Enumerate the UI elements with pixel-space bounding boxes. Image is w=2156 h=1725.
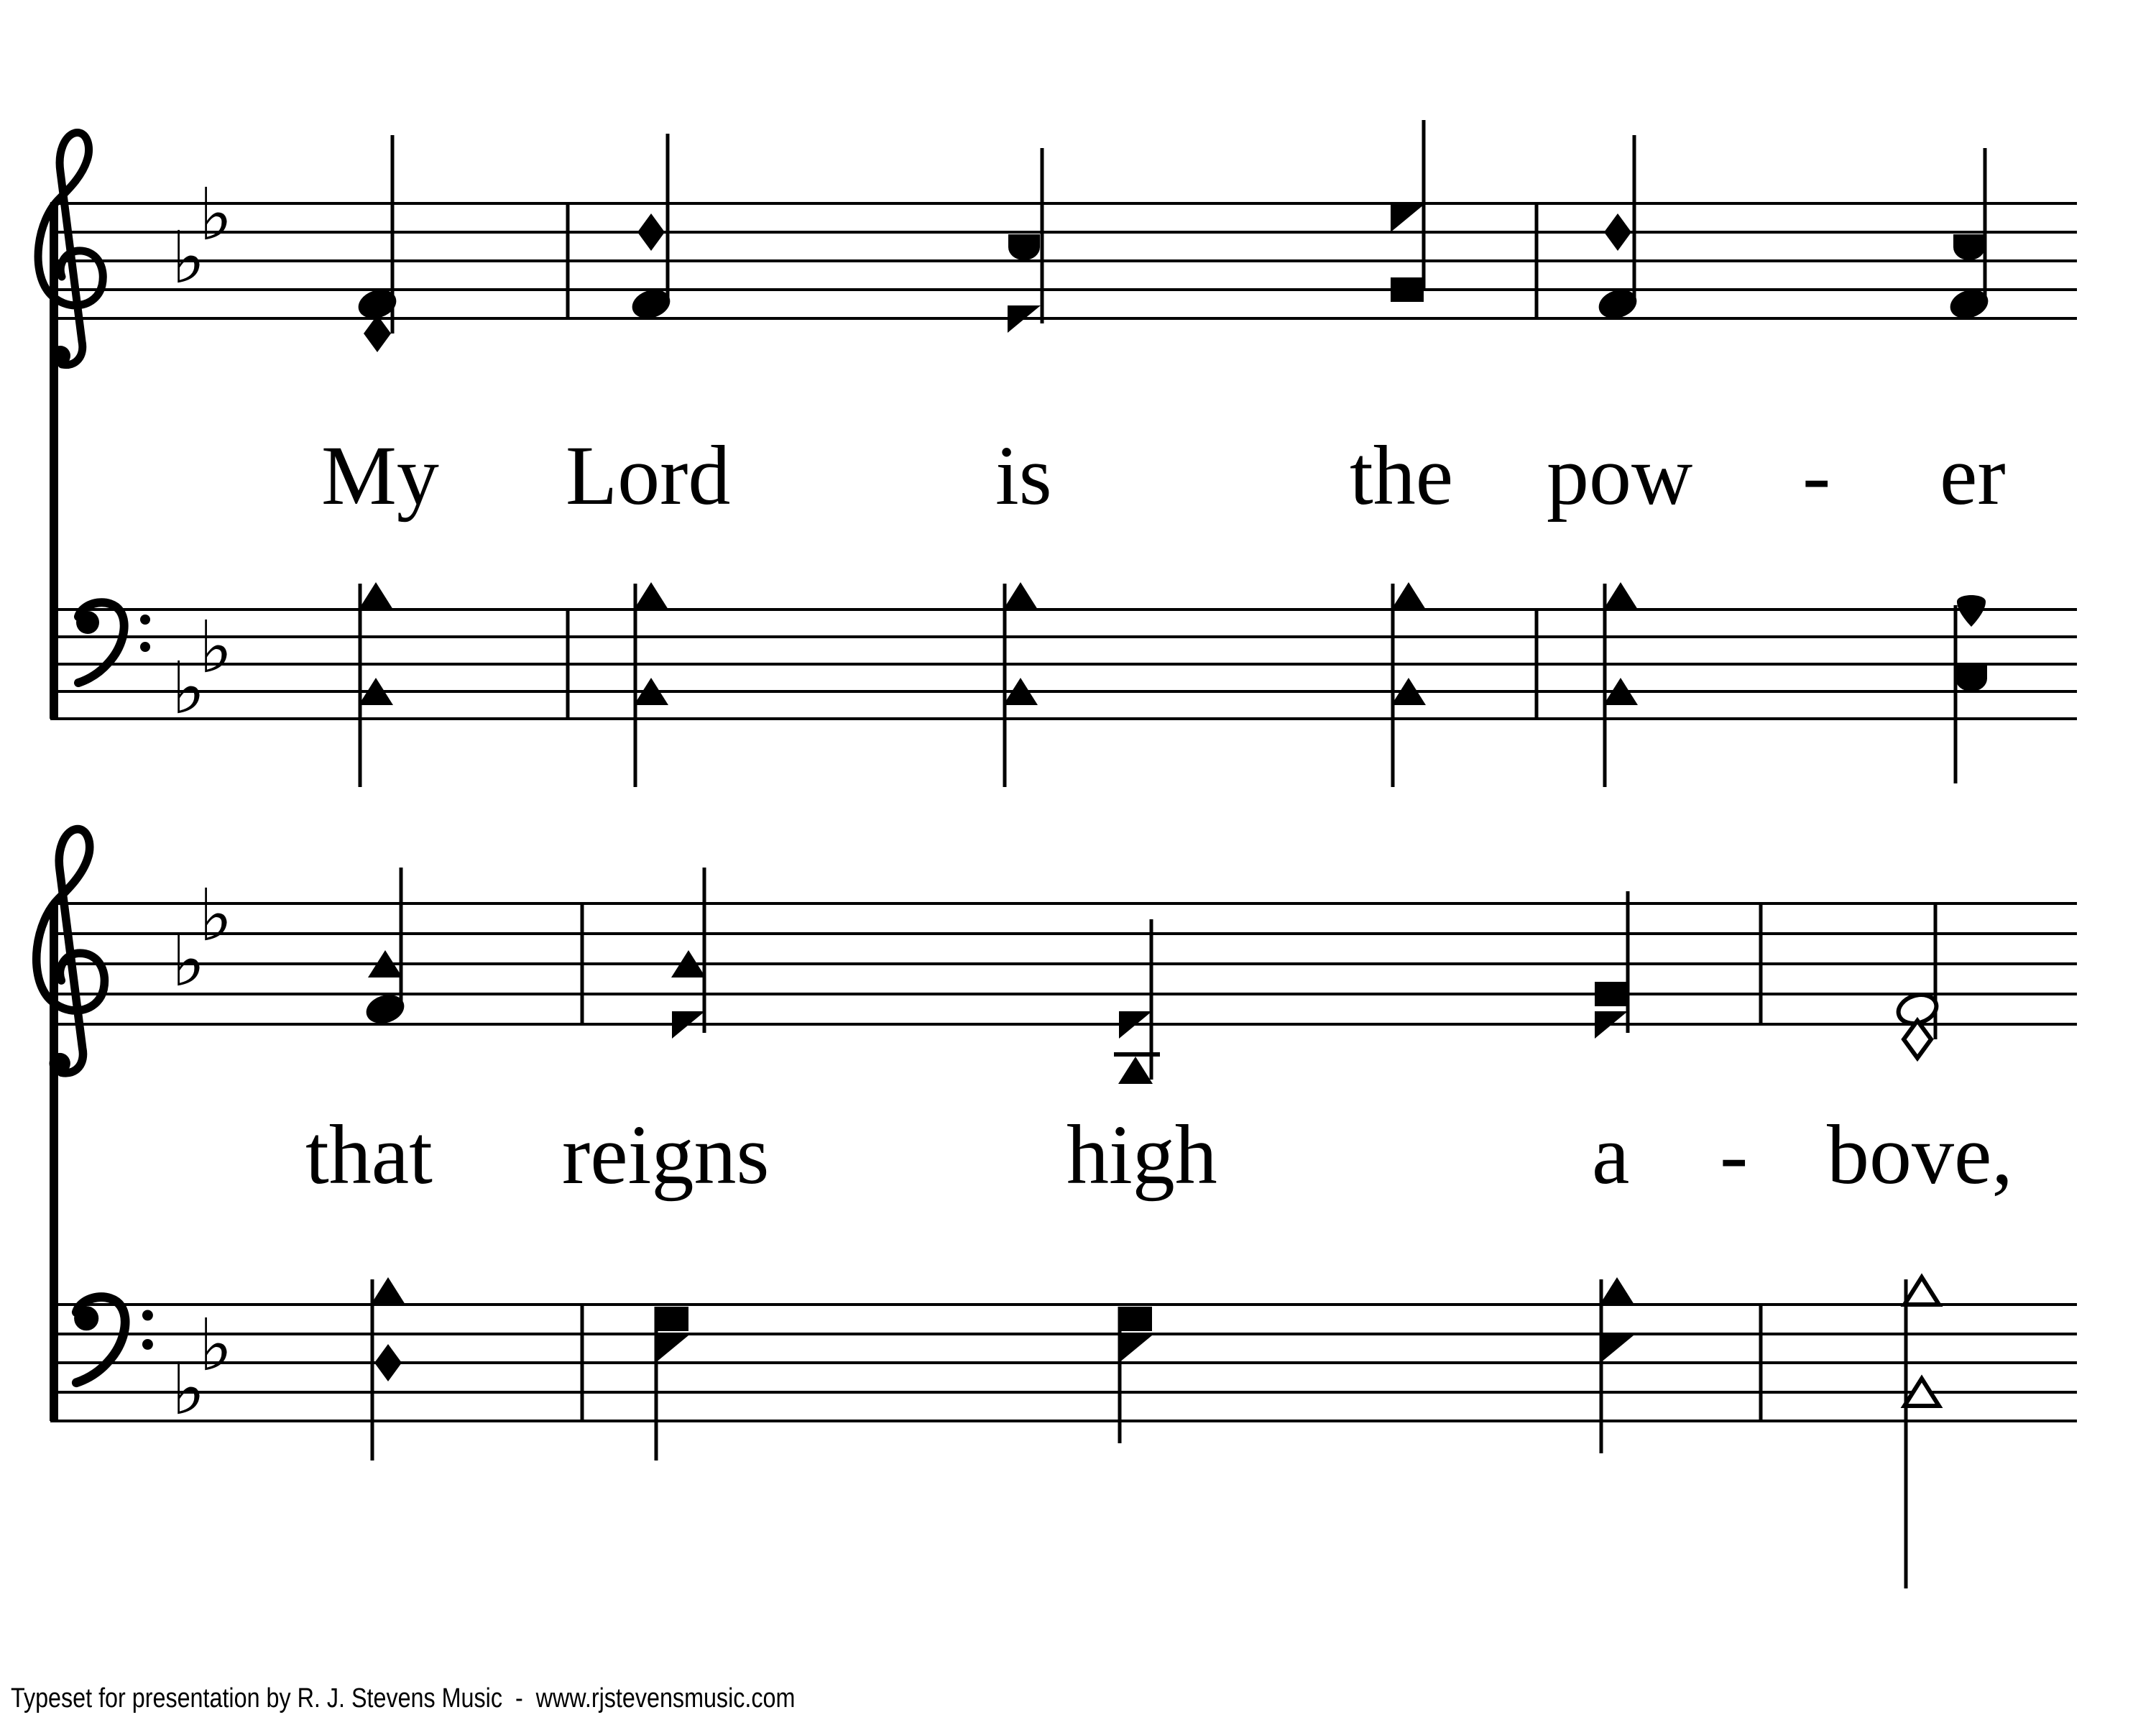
note-treble-the <box>1391 120 1424 302</box>
bass-clef <box>76 602 150 683</box>
notehead-do <box>1003 582 1038 610</box>
notehead-la <box>1391 277 1424 302</box>
notehead-do <box>634 582 668 610</box>
notehead-mi <box>1604 213 1631 251</box>
note-bass-the <box>1391 582 1426 787</box>
notehead-fa <box>1600 1335 1634 1363</box>
notehead-mi <box>637 213 665 251</box>
flat-sign: ♭ <box>171 1347 206 1431</box>
system-2-treble-staff <box>37 829 2077 1084</box>
lyric-word-line1: pow <box>1547 428 1693 523</box>
lyric-word-line1: - <box>1802 428 1831 523</box>
notehead-do <box>1904 1277 1939 1305</box>
flat-sign: ♭ <box>198 605 233 689</box>
lyric-word-line2: a <box>1592 1108 1630 1202</box>
notehead-re <box>1953 234 1985 260</box>
notehead-mi <box>1904 1021 1931 1058</box>
notehead-re <box>1008 234 1040 260</box>
note-bass-pow <box>1603 582 1638 787</box>
system-1-bass-staff <box>50 582 2077 787</box>
notehead-la <box>1119 1307 1152 1331</box>
systemic-barline <box>50 903 58 1421</box>
footer-text: Typeset for presentation by R. J. Stevens Music - www.rjstevensmusic.com <box>11 1683 796 1714</box>
lyric-word-line2: bove, <box>1827 1108 2013 1202</box>
notehead-fa <box>655 1335 688 1363</box>
treble-clef <box>38 133 103 366</box>
lyric-word-line1: Lord <box>566 428 731 523</box>
note-bass-er <box>1955 595 1987 783</box>
treble-clef <box>37 829 105 1075</box>
notehead-do <box>1118 1057 1153 1084</box>
notehead-la <box>655 1307 688 1331</box>
systemic-barline <box>50 203 58 719</box>
notehead-do <box>371 1277 405 1305</box>
notehead-mi <box>374 1344 402 1381</box>
bass-clef <box>74 1297 153 1383</box>
notehead-re <box>1955 666 1987 691</box>
note-treble-high <box>1118 919 1153 1084</box>
system-2 <box>37 829 2077 1588</box>
note-treble-bove <box>1894 903 1940 1058</box>
notehead-mi <box>364 315 391 352</box>
note-treble-that <box>362 868 407 1028</box>
flat-sign: ♭ <box>198 172 233 257</box>
notehead-do <box>359 582 393 610</box>
notehead-do <box>1603 582 1638 610</box>
footer-credit <box>11 1683 795 1714</box>
note-bass-is <box>1003 582 1038 787</box>
note-bass-Lord <box>634 582 668 787</box>
flat-sign: ♭ <box>171 216 206 300</box>
note-treble-Lord <box>628 134 673 323</box>
lyric-word-line1: er <box>1940 428 2006 523</box>
flat-sign: ♭ <box>198 873 233 957</box>
lyric-word-line1: the <box>1350 428 1454 523</box>
notehead-la <box>1595 982 1628 1006</box>
lyric-word-line2: high <box>1067 1108 1217 1202</box>
notehead-do <box>1600 1277 1634 1305</box>
flat-sign: ♭ <box>171 919 206 1003</box>
flat-sign: ♭ <box>198 1303 233 1387</box>
lyric-word-line2: that <box>305 1108 433 1202</box>
notehead-fa <box>1119 1335 1152 1363</box>
note-bass-a <box>1600 1277 1634 1453</box>
notehead-do <box>1391 582 1426 610</box>
lyric-word-line1: My <box>321 428 439 523</box>
notehead-ti <box>1957 595 1986 627</box>
note-treble-er <box>1946 148 1991 323</box>
system-2-bass-staff <box>50 1277 2077 1588</box>
note-bass-My <box>359 582 393 787</box>
system-1-treble-staff <box>38 120 2077 366</box>
notehead-fa <box>1391 205 1424 232</box>
lyric-word-line2: reigns <box>562 1108 770 1202</box>
note-bass-bove <box>1904 1277 1939 1588</box>
note-treble-is <box>1008 148 1042 333</box>
lyric-word-line1: is <box>995 428 1052 523</box>
note-treble-pow <box>1595 135 1640 323</box>
note-bass-high <box>1119 1307 1152 1443</box>
note-bass-reigns <box>655 1307 688 1460</box>
note-treble-reigns <box>671 868 706 1039</box>
flat-sign: ♭ <box>171 646 206 730</box>
lyric-word-line2: - <box>1720 1108 1749 1202</box>
